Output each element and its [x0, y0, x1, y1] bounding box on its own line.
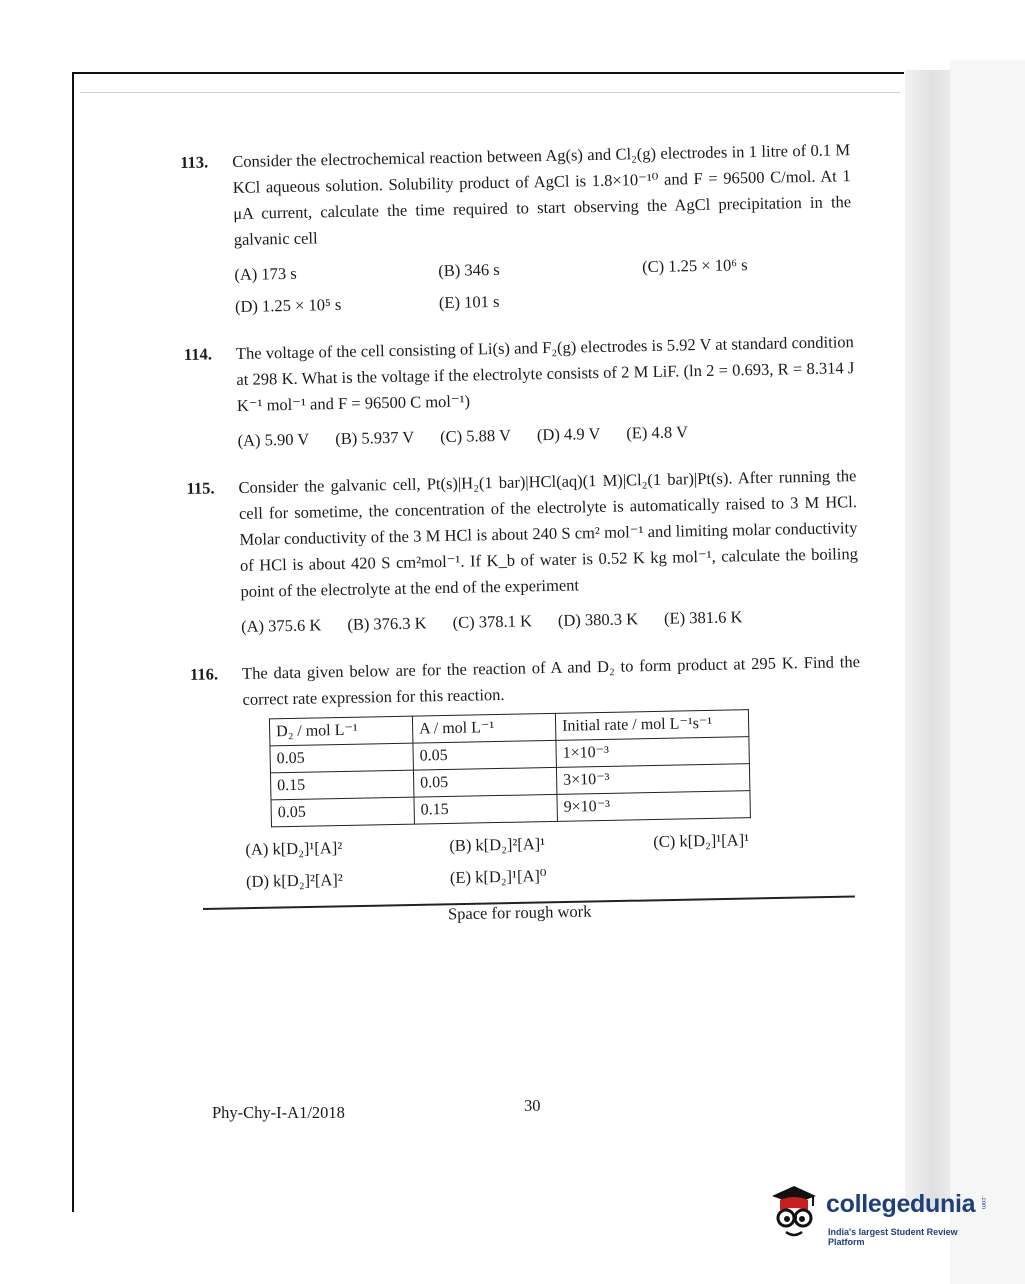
question-text: Consider the electrochemical reaction between Ag(s) and Cl₂(g) electrodes in 1 litre of 0.1 M KCl aqueous solution. Solubility product of AgCl is 1.8×10⁻¹⁰ and F = 96500 C/mol. At 1 μA current, calculate the time required to start observing the AgCl precipitation in the galvanic cell	[232, 140, 852, 249]
option-d: (D) k[D₂]²[A]²	[245, 870, 343, 891]
table-cell: 9×10⁻³	[557, 791, 750, 822]
question-number: 114.	[183, 344, 213, 364]
option-d: (D) 4.9 V	[536, 423, 601, 445]
question-text: The data given below are for the reaction of A and D₂ to form product at 295 K. Find the correct rate expression for this reaction.	[241, 652, 861, 709]
option-b: (B) 346 s	[438, 259, 500, 281]
table-cell: 1×10⁻³	[556, 737, 749, 768]
page-left-rule	[72, 72, 74, 1212]
question-114	[184, 329, 856, 458]
question-text: The voltage of the cell consisting of Li(s) and F₂(g) electrodes is 5.92 V at standard condition at 298 K. What is the voltage if the electrolyte consists of 2 M LiF. (ln 2 = 0.693, R = 8.314 J K⁻¹ mol⁻¹ and F = 96500 C mol⁻¹)	[235, 332, 855, 415]
option-e: (E) k[D₂]¹[A]⁰	[449, 866, 547, 887]
table-header: A / mol L⁻¹	[412, 713, 555, 743]
options	[234, 247, 853, 323]
table-cell: 0.05	[271, 797, 414, 827]
options	[237, 413, 856, 457]
page-number: 30	[524, 1096, 541, 1115]
question-116	[190, 649, 864, 899]
option-a: (A) k[D₂]¹[A]²	[245, 838, 343, 859]
question-115	[186, 463, 859, 644]
option-b: (B) 5.937 V	[335, 427, 415, 449]
option-e: (E) 381.6 K	[663, 607, 743, 628]
table-cell: 3×10⁻³	[556, 764, 749, 795]
table-cell: 0.15	[270, 770, 413, 800]
collegedunia-logo	[766, 1180, 996, 1250]
option-b: (B) 376.3 K	[347, 613, 427, 634]
page-top-faint-rule	[80, 92, 900, 93]
option-a: (A) 173 s	[234, 263, 297, 284]
table-cell: 0.05	[270, 743, 413, 773]
table-cell: 0.05	[413, 767, 556, 797]
paper-code: Phy-Chy-I-A1/2018	[212, 1103, 345, 1122]
option-a: (A) 375.6 K	[240, 615, 322, 636]
question-number: 116.	[189, 664, 219, 684]
question-113	[180, 137, 853, 324]
scan-margin	[950, 60, 1025, 1284]
logo-wordmark: collegedunia	[826, 1190, 976, 1218]
logo-domain: .com	[980, 1196, 986, 1210]
option-d: (D) 380.3 K	[557, 609, 639, 630]
option-c: (C) 5.88 V	[440, 425, 512, 447]
option-b: (B) k[D₂]²[A]¹	[449, 834, 546, 855]
table-header: D₂ / mol L⁻¹	[269, 716, 412, 746]
options	[241, 599, 860, 643]
question-number: 113.	[180, 152, 209, 172]
logo-tagline: India's largest Student Review Platform	[828, 1227, 958, 1247]
option-e: (E) 4.8 V	[626, 422, 689, 443]
question-text: Consider the galvanic cell, Pt(s)|H₂(1 bar)|HCl(aq)(1 M)|Cl₂(1 bar)|Pt(s). After running the cell for sometime, the concentration of the electrolyte is automatically raised to 3 M HCl. Molar conductivity of the 3 M HCl is about 240 S cm² mol⁻¹ and limiting molar conductivity of HCl is about 420 S cm²mol⁻¹. If K_b of water is 0.52 K kg mol⁻¹, calculate the boiling point of the electrolyte at the end of the experiment	[238, 466, 859, 601]
table-header: Initial rate / mol L⁻¹s⁻¹	[555, 710, 748, 741]
rate-data-table	[269, 709, 751, 827]
page-fold-shadow	[905, 70, 950, 1210]
option-c: (C) 1.25 × 10⁶ s	[642, 255, 748, 277]
option-c: (C) k[D₂]¹[A]¹	[653, 830, 750, 852]
option-d: (D) 1.25 × 10⁵ s	[234, 294, 342, 316]
question-list	[180, 137, 865, 917]
mascot-icon	[766, 1180, 826, 1242]
option-c: (C) 378.1 K	[452, 611, 533, 632]
option-a: (A) 5.90 V	[237, 429, 310, 450]
question-number: 115.	[186, 478, 215, 498]
table-cell: 0.15	[414, 794, 557, 824]
page-top-rule	[72, 72, 904, 74]
options	[245, 822, 864, 898]
rough-work-label: Space for rough work	[447, 901, 592, 924]
option-e: (E) 101 s	[438, 291, 500, 313]
table-cell: 0.05	[413, 740, 556, 770]
